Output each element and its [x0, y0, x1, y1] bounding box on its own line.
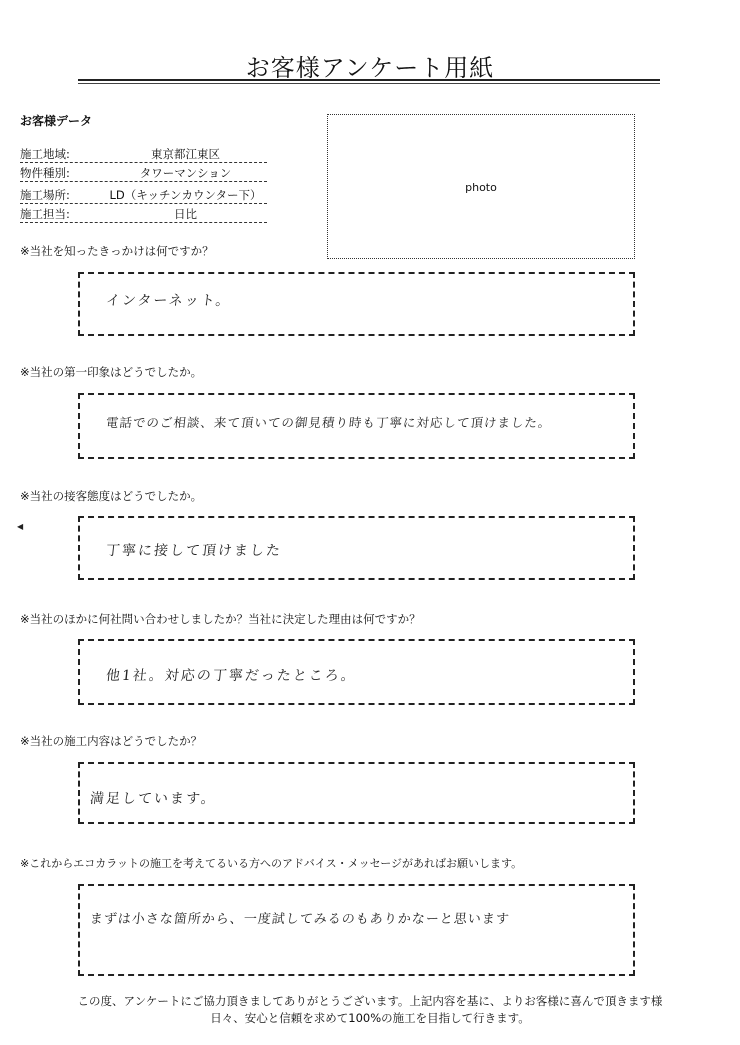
page-title: お客様アンケート用紙: [245, 54, 495, 82]
answer-box-3: [78, 516, 635, 580]
answer-box-4: [78, 639, 635, 705]
field-label: 物件種別:: [20, 166, 70, 180]
footer-line-1: この度、アンケートにご協力頂きましてありがとうございます。上記内容を基に、よりお客様に喜んで頂きます様: [77, 994, 663, 1008]
field-value: 東京都江東区: [151, 147, 220, 161]
answer-box-5: [78, 762, 635, 824]
answer-box-2: [78, 393, 635, 459]
photo-placeholder: [327, 114, 635, 259]
answer-box-1: [78, 272, 635, 336]
field-row-property-type: [20, 165, 267, 182]
title-underline: [78, 79, 660, 81]
photo-label: photo: [465, 181, 497, 194]
question-1: ※当社を知ったきっかけは何ですか？: [20, 244, 214, 258]
field-value: タワーマンション: [139, 166, 232, 180]
question-2: ※当社の第一印象はどうでしたか。: [20, 365, 203, 379]
title-underline-thin: [78, 83, 660, 84]
question-6: ※これからエコカラットの施工を考えてるいる方へのアドバイス・メッセージがあればお願いします。: [20, 857, 523, 870]
field-row-location: [20, 187, 267, 204]
field-label: 施工担当:: [20, 207, 70, 221]
arrow-marker-icon: ◀: [17, 522, 24, 531]
answer-5: 満足しています。: [89, 791, 218, 807]
field-value: LD（キッチンカウンター下）: [109, 188, 262, 202]
question-5: ※当社の施工内容はどうでしたか？: [20, 734, 203, 748]
answer-3: 丁寧に接して頂けました: [105, 543, 283, 559]
field-label: 施工地域:: [20, 147, 70, 161]
question-4: ※当社のほかに何社問い合わせしましたか？当社に決定した理由は何ですか？: [20, 612, 421, 626]
answer-4: 他1社。対応の丁寧だったところ。: [105, 668, 358, 684]
question-3: ※当社の接客態度はどうでしたか。: [20, 489, 203, 503]
field-label: 施工場所:: [20, 188, 70, 202]
answer-6: まずは小さな箇所から、一度試してみるのもありかなーと思います: [89, 912, 511, 927]
answer-2: 電話でのご相談、来て頂いての御見積り時も丁寧に対応して頂けました。: [105, 415, 553, 430]
customer-data-heading: お客様データ: [20, 114, 93, 128]
field-value: 日比: [174, 207, 197, 221]
field-row-area: [20, 146, 267, 163]
field-row-staff: [20, 206, 267, 223]
answer-box-6: [78, 884, 635, 976]
footer-line-2: 日々、安心と信頼を求めて100%の施工を目指して行きます。: [210, 1011, 530, 1025]
answer-1: インターネット。: [105, 293, 233, 309]
